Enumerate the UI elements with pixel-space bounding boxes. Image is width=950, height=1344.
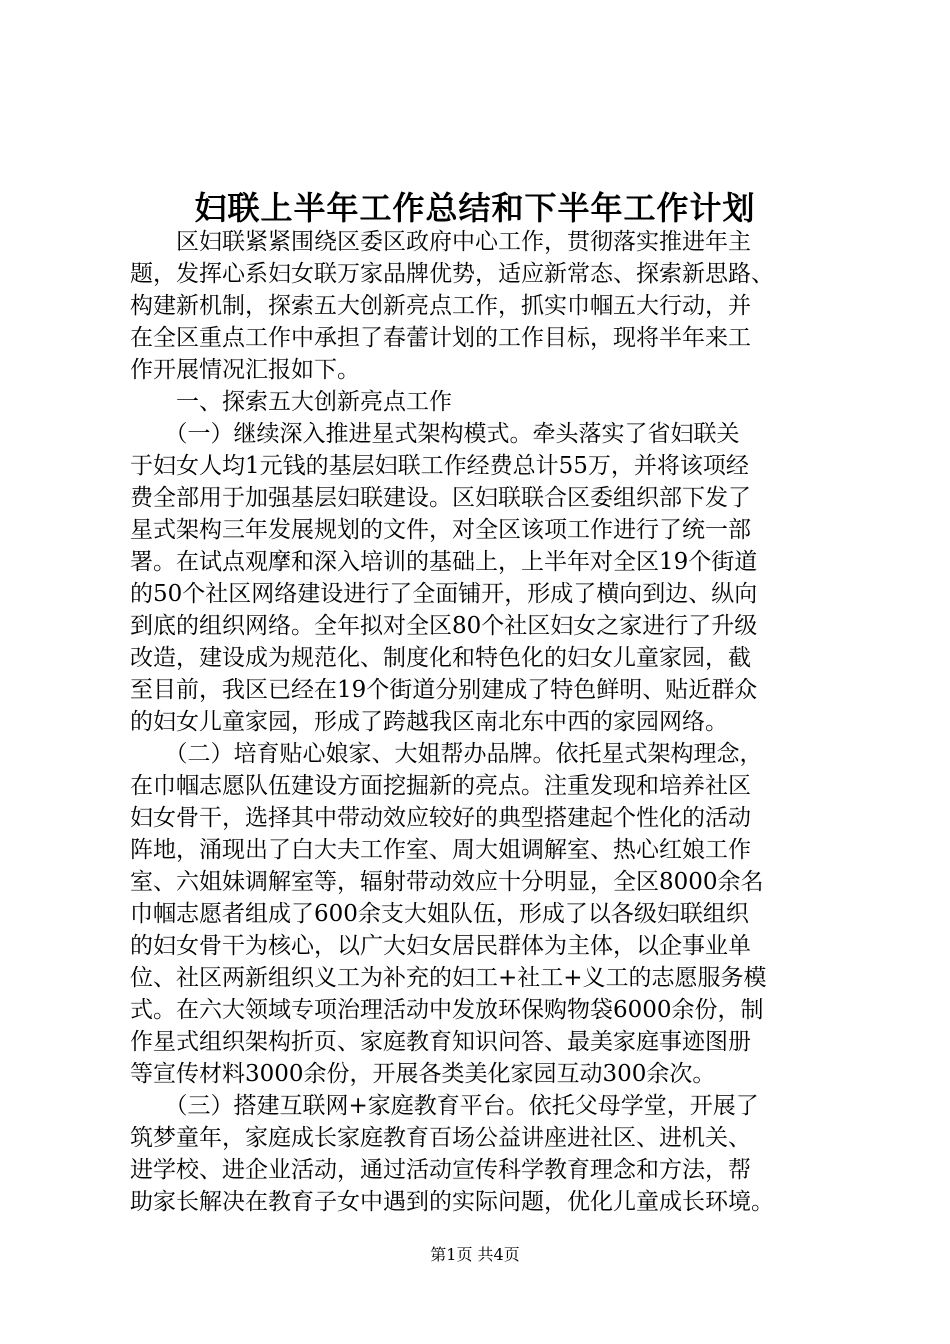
body-line: 室、六姐妹调解室等，辐射带动效应十分明显，全区8000余名 xyxy=(130,869,764,895)
body-line: 妇女骨干，选择其中带动效应较好的典型搭建起个性化的活动 xyxy=(130,805,751,831)
body-line: 的妇女骨干为核心，以广大妇女居民群体为主体，以企事业单 xyxy=(130,933,751,959)
page-footer: 第1页 共4页 xyxy=(430,1245,520,1264)
body-line: （三）搭建互联网+家庭教育平台。依托父母学堂，开展了 xyxy=(130,1093,759,1119)
document-body xyxy=(130,226,830,1218)
body-line: 的妇女儿童家园，形成了跨越我区南北东中西的家园网络。 xyxy=(130,709,728,735)
body-line: 题，发挥心系妇女联万家品牌优势，适应新常态、探索新思路、 xyxy=(130,261,774,287)
body-line: 阵地，涌现出了白大夫工作室、周大姐调解室、热心红娘工作 xyxy=(130,837,751,863)
body-line: 费全部用于加强基层妇联建设。区妇联联合区委组织部下发了 xyxy=(130,485,751,511)
body-line: （二）培育贴心娘家、大姐帮办品牌。依托星式架构理念， xyxy=(130,741,763,767)
body-line: 巾帼志愿者组成了600余支大姐队伍，形成了以各级妇联组织 xyxy=(130,901,749,927)
body-line: 构建新机制，探索五大创新亮点工作，抓实巾帼五大行动，并 xyxy=(130,293,751,319)
body-line: 署。在试点观摩和深入培训的基础上，上半年对全区19个街道 xyxy=(130,549,758,575)
body-line: 进学校、进企业活动，通过活动宣传科学教育理念和方法，帮 xyxy=(130,1157,751,1183)
body-line: 星式架构三年发展规划的文件，对全区该项工作进行了统一部 xyxy=(130,517,751,543)
body-line: 改造，建设成为规范化、制度化和特色化的妇女儿童家园，截 xyxy=(130,645,751,671)
body-line: 的50个社区网络建设进行了全面铺开，形成了横向到边、纵向 xyxy=(130,581,758,607)
body-line: 等宣传材料3000余份，开展各类美化家园互动300余次。 xyxy=(130,1061,716,1087)
body-line: 在全区重点工作中承担了春蕾计划的工作目标，现将半年来工 xyxy=(130,325,751,351)
body-line: 式。在六大领域专项治理活动中发放环保购物袋6000余份，制 xyxy=(130,997,764,1023)
body-line: 在巾帼志愿队伍建设方面挖掘新的亮点。注重发现和培养社区 xyxy=(130,773,751,799)
body-line: 于妇女人均1元钱的基层妇联工作经费总计55万，并将该项经 xyxy=(130,453,749,479)
body-line: 筑梦童年，家庭成长家庭教育百场公益讲座进社区、进机关、 xyxy=(130,1125,751,1151)
body-line: 至目前，我区已经在19个街道分别建成了特色鲜明、贴近群众 xyxy=(130,677,758,703)
body-line: 作星式组织架构折页、家庭教育知识问答、最美家庭事迹图册 xyxy=(130,1029,751,1055)
document-title: 妇联上半年工作总结和下半年工作计划 xyxy=(194,189,756,227)
body-line: 一、探索五大创新亮点工作 xyxy=(130,389,452,415)
body-line: 区妇联紧紧围绕区委区政府中心工作，贯彻落实推进年主 xyxy=(130,229,751,255)
body-line: 作开展情况汇报如下。 xyxy=(130,357,360,383)
body-line: 位、社区两新组织义工为补充的妇工+社工+义工的志愿服务模 xyxy=(130,965,767,991)
body-line: （一）继续深入推进星式架构模式。牵头落实了省妇联关 xyxy=(130,421,740,447)
body-line: 到底的组织网络。全年拟对全区80个社区妇女之家进行了升级 xyxy=(130,613,758,639)
body-line: 助家长解决在教育子女中遇到的实际问题，优化儿童成长环境。 xyxy=(130,1189,774,1215)
